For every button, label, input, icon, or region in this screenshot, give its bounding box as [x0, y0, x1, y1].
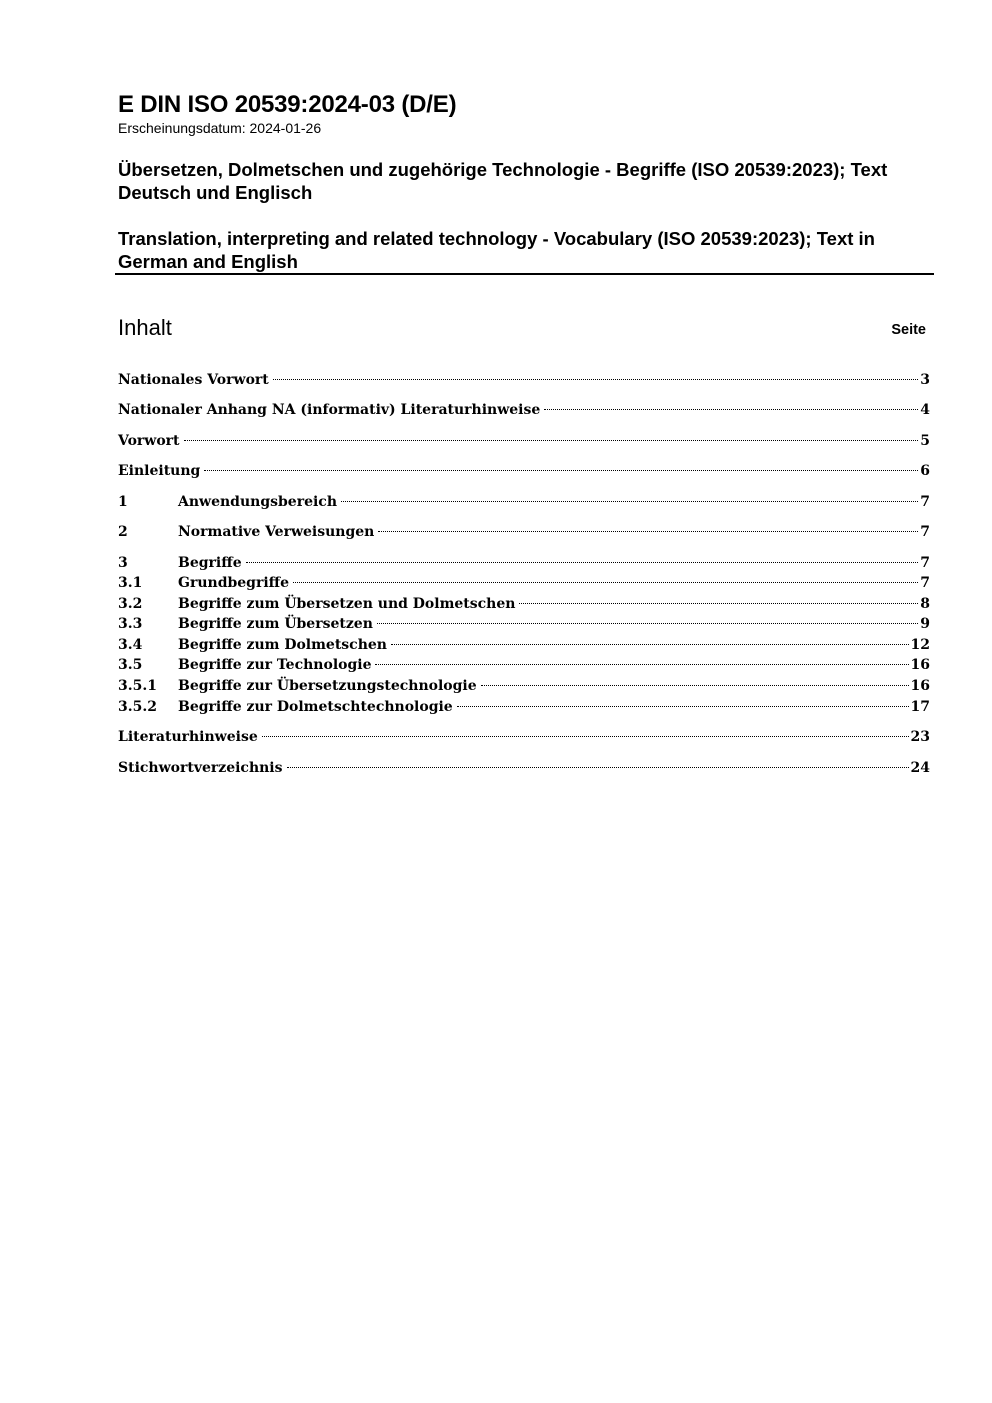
- toc-entry[interactable]: [118, 463, 930, 482]
- toc-entry-page: 7: [920, 555, 930, 571]
- toc-entry[interactable]: [118, 616, 930, 635]
- toc-entry[interactable]: [118, 678, 930, 697]
- toc-entry-label: Nationaler Anhang NA (informativ) Literaturhinweise: [118, 402, 541, 418]
- toc-entry[interactable]: [118, 657, 930, 676]
- toc-entry-number: 3.5.1: [118, 678, 157, 694]
- toc-dot-leader: [375, 664, 908, 665]
- toc-entry[interactable]: [118, 699, 930, 718]
- toc-dot-leader: [293, 582, 918, 583]
- toc-dot-leader: [184, 440, 919, 441]
- toc-entry[interactable]: [118, 433, 930, 452]
- toc-page-label: Seite: [891, 322, 926, 338]
- toc-entry-number: 3.5.2: [118, 699, 157, 715]
- toc-entry-label: Begriffe zur Dolmetschtechnologie: [178, 699, 453, 715]
- toc-dot-leader: [287, 767, 909, 768]
- toc-entry-page: 16: [910, 678, 930, 694]
- toc-dot-leader: [378, 531, 918, 532]
- title-english: Translation, interpreting and related technology - Vocabulary (ISO 20539:2023); Text in German and English: [118, 228, 875, 272]
- toc-entry[interactable]: [118, 760, 930, 779]
- toc-dot-leader: [341, 501, 918, 502]
- toc-entry-label: Einleitung: [118, 463, 201, 479]
- toc-entry[interactable]: [118, 402, 930, 421]
- toc-entry-page: 5: [920, 433, 930, 449]
- toc-entry-label: Vorwort: [118, 433, 180, 449]
- toc-entry-page: 23: [910, 729, 930, 745]
- toc-dot-leader: [519, 603, 918, 604]
- toc-dot-leader: [377, 623, 918, 624]
- toc-entry[interactable]: [118, 494, 930, 513]
- toc-entry-page: 4: [920, 402, 930, 418]
- document-header: [118, 90, 934, 273]
- toc-entry-page: 7: [920, 494, 930, 510]
- toc-entry-label: Normative Verweisungen: [178, 524, 375, 540]
- toc-dot-leader: [262, 736, 909, 737]
- toc-dot-leader: [273, 379, 919, 380]
- toc-entry-page: 3: [920, 372, 930, 388]
- toc-entry[interactable]: [118, 596, 930, 615]
- toc-entry-number: 3.5: [118, 657, 143, 673]
- toc-heading-row: [118, 314, 926, 342]
- toc-entry-number: 3.4: [118, 637, 143, 653]
- toc-entry-page: 17: [910, 699, 930, 715]
- toc-entry-number: 3: [118, 555, 128, 571]
- toc-entry-page: 8: [920, 596, 930, 612]
- toc-entry-number: 3.1: [118, 575, 143, 591]
- toc-entry-label: Begriffe: [178, 555, 242, 571]
- toc-entry-page: 6: [920, 463, 930, 479]
- publication-date: Erscheinungsdatum: 2024-01-26: [118, 120, 322, 136]
- toc-dot-leader: [457, 706, 909, 707]
- toc-entry-label: Begriffe zum Dolmetschen: [178, 637, 387, 653]
- toc-entry[interactable]: [118, 729, 930, 748]
- toc-entry[interactable]: [118, 637, 930, 656]
- toc-title: Inhalt: [118, 315, 172, 340]
- toc-dot-leader: [391, 644, 909, 645]
- toc-entry-label: Begriffe zur Übersetzungstechnologie: [178, 678, 477, 694]
- toc-entry[interactable]: [118, 555, 930, 574]
- toc-entry-label: Anwendungsbereich: [178, 494, 337, 510]
- toc-entry-page: 7: [920, 524, 930, 540]
- toc-entry-number: 3.3: [118, 616, 143, 632]
- toc-entry-label: Nationales Vorwort: [118, 372, 269, 388]
- header-rule: [115, 273, 934, 275]
- toc-entry[interactable]: [118, 575, 930, 594]
- toc-entry-number: 1: [118, 494, 128, 510]
- toc-entry-label: Grundbegriffe: [178, 575, 290, 591]
- toc-dot-leader: [204, 470, 918, 471]
- toc-entry-label: Stichwortverzeichnis: [118, 760, 283, 776]
- toc-dot-leader: [246, 562, 919, 563]
- document-id: E DIN ISO 20539:2024-03 (D/E): [118, 91, 457, 118]
- toc-entry-label: Literaturhinweise: [118, 729, 258, 745]
- toc-entry[interactable]: [118, 372, 930, 391]
- toc-dot-leader: [481, 685, 909, 686]
- toc-entry-page: 12: [910, 637, 930, 653]
- toc-entry-label: Begriffe zum Übersetzen und Dolmetschen: [178, 596, 516, 612]
- toc-entry-number: 3.2: [118, 596, 143, 612]
- toc-entry-page: 16: [910, 657, 930, 673]
- toc-entry-label: Begriffe zur Technologie: [178, 657, 372, 673]
- toc-entry-page: 24: [910, 760, 930, 776]
- title-german: Übersetzen, Dolmetschen und zugehörige Technologie - Begriffe (ISO 20539:2023); Text Deutsch und Englisch: [118, 159, 888, 203]
- toc-entry[interactable]: [118, 524, 930, 543]
- toc-entry-page: 9: [920, 616, 930, 632]
- toc-dot-leader: [544, 409, 918, 410]
- toc-entry-number: 2: [118, 524, 128, 540]
- toc-entry-label: Begriffe zum Übersetzen: [178, 616, 373, 632]
- toc-entry-page: 7: [920, 575, 930, 591]
